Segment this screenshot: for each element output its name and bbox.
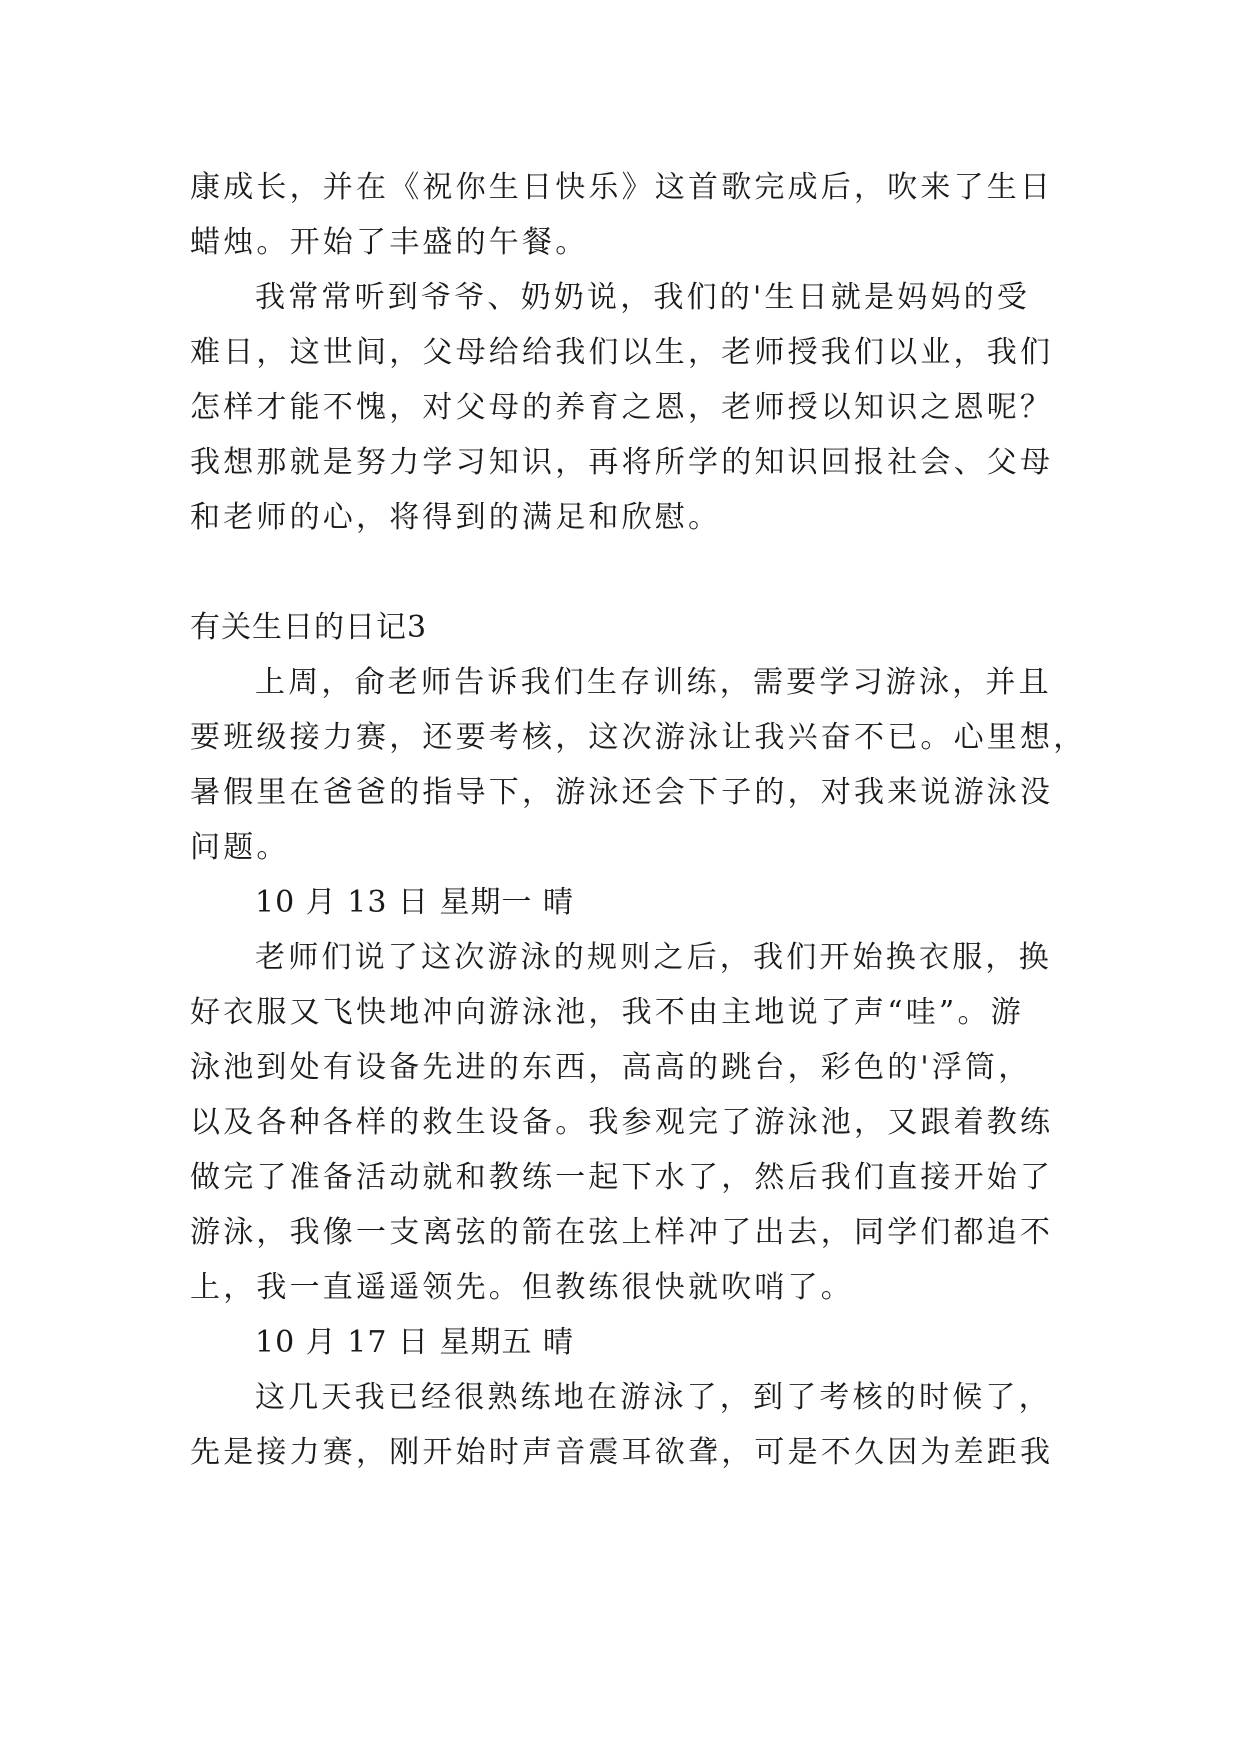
paragraph-line: 暑假里在爸爸的指导下，游泳还会下子的，对我来说游泳没 — [190, 775, 1054, 810]
paragraph-line: 先是接力赛，刚开始时声音震耳欲聋，可是不久因为差距我 — [190, 1435, 1054, 1470]
paragraph-line: 我想那就是努力学习知识，再将所学的知识回报社会、父母 — [190, 445, 1054, 480]
paragraph-line: 以及各种各样的救生设备。我参观完了游泳池，又跟着教练 — [190, 1105, 1054, 1140]
paragraph-line: 康成长，并在《祝你生日快乐》这首歌完成后，吹来了生日 — [190, 170, 1054, 205]
diary-date-line: 10 月 17 日 星期五 晴 — [255, 1325, 575, 1360]
paragraph-line: 泳池到处有设备先进的东西，高高的跳台，彩色的'浮筒， — [190, 1050, 1032, 1085]
paragraph-line: 好衣服又飞快地冲向游泳池，我不由主地说了声“哇”。游 — [190, 995, 1024, 1030]
paragraph-line: 难日，这世间，父母给给我们以生，老师授我们以业，我们 — [190, 335, 1054, 370]
paragraph-line: 问题。 — [190, 830, 290, 865]
paragraph-line: 我常常听到爷爷、奶奶说，我们的'生日就是妈妈的受 — [255, 280, 1031, 315]
paragraph-line: 和老师的心，将得到的满足和欣慰。 — [190, 500, 722, 535]
paragraph-line: 游泳，我像一支离弦的箭在弦上样冲了出去，同学们都追不 — [190, 1215, 1054, 1250]
paragraph-line: 要班级接力赛，还要考核，这次游泳让我兴奋不已。心里想， — [190, 720, 1087, 755]
paragraph-line: 上，我一直遥遥领先。但教练很快就吹哨了。 — [190, 1270, 854, 1305]
paragraph-line: 上周，俞老师告诉我们生存训练，需要学习游泳，并且 — [255, 665, 1052, 700]
paragraph-line: 这几天我已经很熟练地在游泳了，到了考核的时候了， — [255, 1380, 1052, 1415]
paragraph-line: 老师们说了这次游泳的规则之后，我们开始换衣服，换 — [255, 940, 1052, 975]
paragraph-line: 怎样才能不愧，对父母的养育之恩，老师授以知识之恩呢？ — [190, 390, 1054, 425]
paragraph-line: 做完了准备活动就和教练一起下水了，然后我们直接开始了 — [190, 1160, 1054, 1195]
section-heading: 有关生日的日记3 — [190, 610, 428, 645]
paragraph-line: 蜡烛。开始了丰盛的午餐。 — [190, 225, 589, 260]
diary-date-line: 10 月 13 日 星期一 晴 — [255, 885, 575, 920]
